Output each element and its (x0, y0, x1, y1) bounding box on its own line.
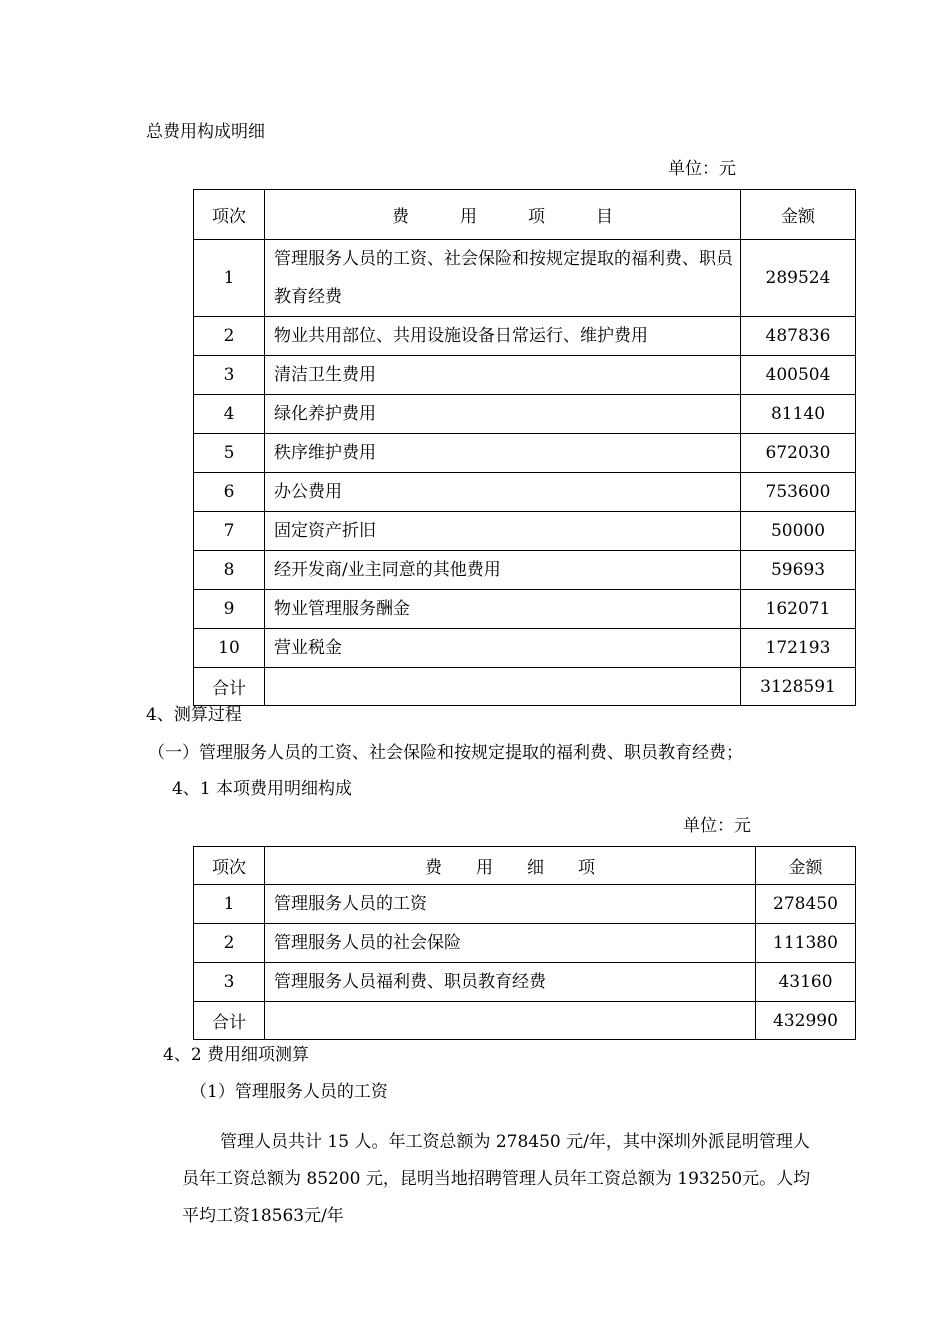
subsection-title: （1）管理服务人员的工资 (190, 1082, 388, 1102)
subsection-title: 4、1 本项费用明细构成 (172, 779, 353, 799)
row-item: 管理服务人员的工资 (265, 885, 756, 924)
row-amount: 672030 (741, 434, 856, 473)
header-cell-no: 项次 (194, 190, 265, 240)
row-no: 3 (194, 963, 265, 1002)
unit-label: 单位：元 (668, 159, 736, 179)
table-row (194, 924, 856, 963)
row-no: 9 (194, 590, 265, 629)
row-no: 1 (194, 885, 265, 924)
row-amount: 289524 (741, 240, 856, 317)
row-amount: 172193 (741, 629, 856, 668)
row-item: 固定资产折旧 (265, 512, 741, 551)
row-item: 秩序维护费用 (265, 434, 741, 473)
table-row (194, 395, 856, 434)
row-no: 2 (194, 317, 265, 356)
table-row (194, 240, 856, 317)
header-cell-item: 费 用 细 项 (265, 847, 756, 885)
table-row (194, 434, 856, 473)
row-no: 3 (194, 356, 265, 395)
row-no: 6 (194, 473, 265, 512)
row-amount: 162071 (741, 590, 856, 629)
total-amount: 3128591 (741, 668, 856, 706)
row-no: 7 (194, 512, 265, 551)
row-no: 4 (194, 395, 265, 434)
unit-label: 单位：元 (683, 816, 751, 836)
body-paragraph (182, 1124, 822, 1235)
row-amount: 50000 (741, 512, 856, 551)
table-row (194, 356, 856, 395)
table-total-row (194, 668, 856, 706)
staff-cost-table (193, 846, 856, 1040)
header-cell-amount: 金额 (756, 847, 856, 885)
row-item: 营业税金 (265, 629, 741, 668)
row-item: 管理服务人员福利费、职员教育经费 (265, 963, 756, 1002)
row-no: 1 (194, 240, 265, 317)
row-no: 10 (194, 629, 265, 668)
paragraph-text: 管理人员共计 15 人。年工资总额为 278450 元/年，其中深圳外派昆明管理人员年工资总额为 85200 元，昆明当地招聘管理人员年工资总额为 193250元。人均平均工资18563元/年 (182, 1132, 811, 1226)
table-row (194, 473, 856, 512)
total-empty-cell (265, 1002, 756, 1040)
row-item: 物业管理服务酬金 (265, 590, 741, 629)
row-item: 物业共用部位、共用设施设备日常运行、维护费用 (265, 317, 741, 356)
table-header-row (194, 847, 856, 885)
subsection-title: 4、2 费用细项测算 (163, 1045, 310, 1065)
table-row (194, 512, 856, 551)
table-row (194, 551, 856, 590)
row-no: 5 (194, 434, 265, 473)
total-empty-cell (265, 668, 741, 706)
header-cell-amount: 金额 (741, 190, 856, 240)
row-amount: 753600 (741, 473, 856, 512)
row-amount: 487836 (741, 317, 856, 356)
row-item: 绿化养护费用 (265, 395, 741, 434)
row-amount: 43160 (756, 963, 856, 1002)
section-title: 4、测算过程 (146, 705, 242, 725)
row-item: 管理服务人员的社会保险 (265, 924, 756, 963)
table-row (194, 963, 856, 1002)
row-item: 办公费用 (265, 473, 741, 512)
row-item: 管理服务人员的工资、社会保险和按规定提取的福利费、职员教育经费 (265, 240, 741, 317)
row-amount: 278450 (756, 885, 856, 924)
table-row (194, 629, 856, 668)
row-amount: 111380 (756, 924, 856, 963)
table-row (194, 317, 856, 356)
total-cost-table (193, 189, 856, 706)
table-total-row (194, 1002, 856, 1040)
subsection-title: （一）管理服务人员的工资、社会保险和按规定提取的福利费、职员教育经费； (148, 743, 743, 763)
table-row (194, 590, 856, 629)
total-label: 合计 (194, 668, 265, 706)
header-cell-no: 项次 (194, 847, 265, 885)
row-no: 2 (194, 924, 265, 963)
row-amount: 59693 (741, 551, 856, 590)
table-row (194, 885, 856, 924)
row-amount: 400504 (741, 356, 856, 395)
row-no: 8 (194, 551, 265, 590)
header-cell-item: 费 用 项 目 (265, 190, 741, 240)
row-item: 清洁卫生费用 (265, 356, 741, 395)
row-amount: 81140 (741, 395, 856, 434)
section-heading: 总费用构成明细 (146, 122, 265, 142)
table-header-row (194, 190, 856, 240)
total-label: 合计 (194, 1002, 265, 1040)
row-item: 经开发商/业主同意的其他费用 (265, 551, 741, 590)
total-amount: 432990 (756, 1002, 856, 1040)
